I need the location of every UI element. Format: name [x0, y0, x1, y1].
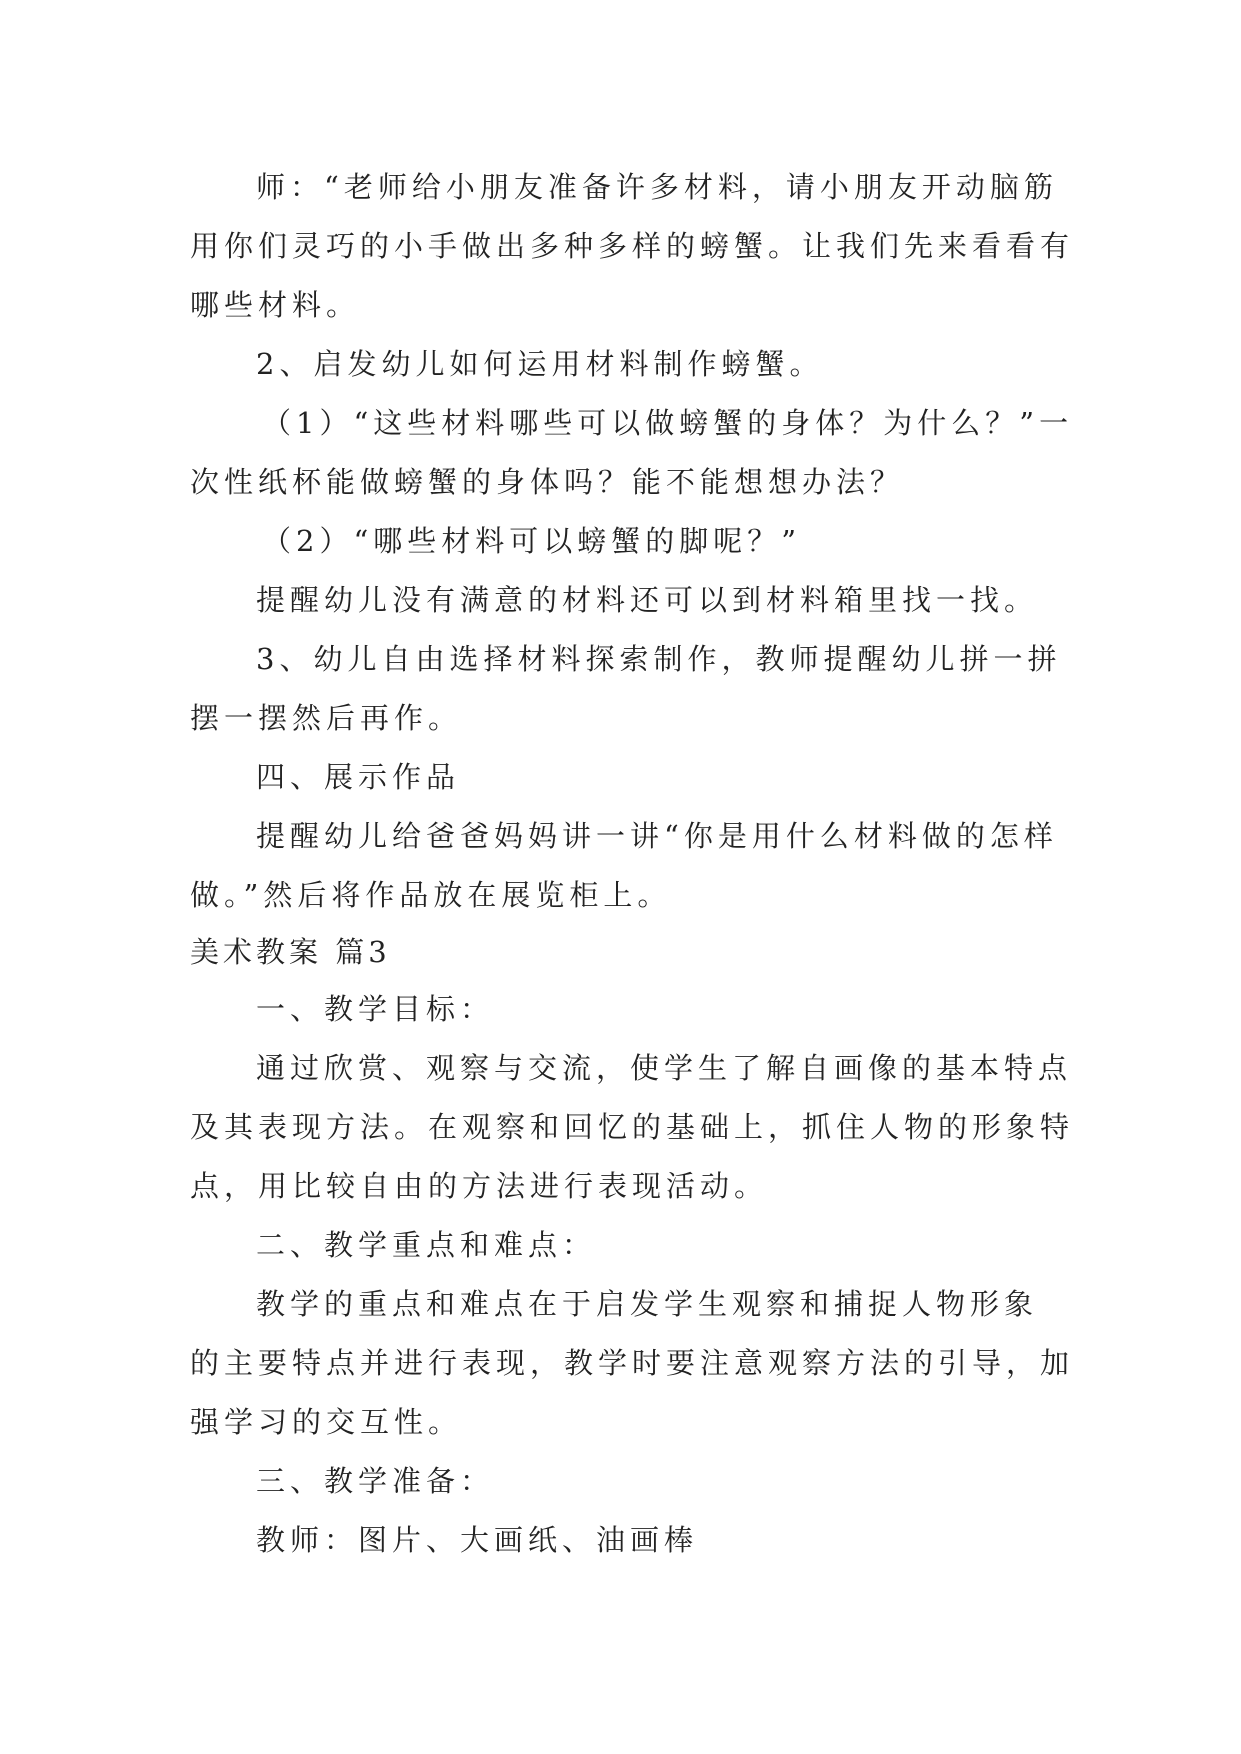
paragraph-line: 点，用比较自由的方法进行表现活动。 — [190, 1169, 769, 1203]
section-heading: 四、展示作品 — [256, 760, 461, 794]
paragraph-line: 教学的重点和难点在于启发学生观察和捕捉人物形象 — [256, 1287, 1039, 1321]
paragraph-line: 2、启发幼儿如何运用材料制作螃蟹。 — [256, 347, 824, 381]
section-heading: 一、教学目标： — [256, 992, 495, 1026]
section-heading: 二、教学重点和难点： — [256, 1228, 597, 1262]
paragraph-line: （1）“这些材料哪些可以做螃蟹的身体？为什么？”一 — [262, 406, 1074, 440]
paragraph-line: 及其表现方法。在观察和回忆的基础上，抓住人物的形象特 — [190, 1110, 1075, 1144]
section-heading: 三、教学准备： — [256, 1464, 495, 1498]
lesson-title: 美术教案 篇3 — [190, 935, 391, 969]
paragraph-line: 师：“老师给小朋友准备许多材料，请小朋友开动脑筋 — [256, 170, 1058, 204]
paragraph-line: 提醒幼儿给爸爸妈妈讲一讲“你是用什么材料做的怎样 — [256, 819, 1058, 853]
paragraph-line: 的主要特点并进行表现，教学时要注意观察方法的引导，加 — [190, 1346, 1075, 1380]
paragraph-line: （2）“哪些材料可以螃蟹的脚呢？” — [262, 524, 802, 558]
paragraph-line: 3、幼儿自由选择材料探索制作，教师提醒幼儿拼一拼 — [256, 642, 1062, 676]
paragraph-line: 强学习的交互性。 — [190, 1405, 463, 1439]
paragraph-line: 通过欣赏、观察与交流，使学生了解自画像的基本特点 — [256, 1051, 1073, 1085]
paragraph-line: 摆一摆然后再作。 — [190, 701, 463, 735]
paragraph-line: 教师：图片、大画纸、油画棒 — [256, 1523, 699, 1557]
paragraph-line: 做。”然后将作品放在展览柜上。 — [190, 878, 672, 912]
paragraph-line: 哪些材料。 — [190, 288, 361, 322]
paragraph-line: 用你们灵巧的小手做出多种多样的螃蟹。让我们先来看看有 — [190, 229, 1075, 263]
paragraph-line: 次性纸杯能做螃蟹的身体吗？能不能想想办法？ — [190, 465, 905, 499]
paragraph-line: 提醒幼儿没有满意的材料还可以到材料箱里找一找。 — [256, 583, 1039, 617]
